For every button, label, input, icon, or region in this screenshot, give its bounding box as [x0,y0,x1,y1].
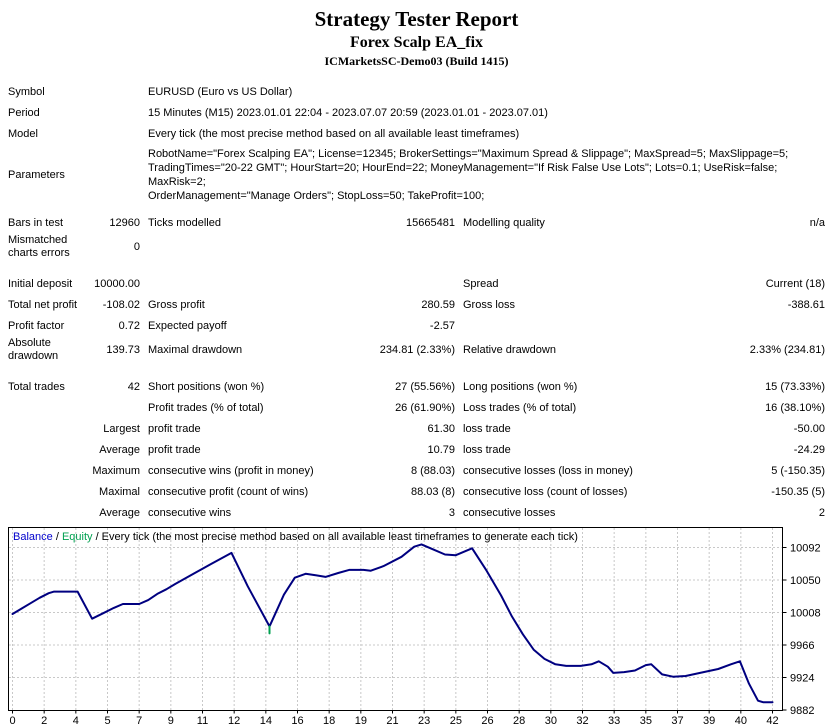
stat-value: Maximal [99,486,140,498]
balance-equity-chart [8,527,833,726]
svg-text:11: 11 [196,715,209,726]
balance-chart-svg [8,527,833,726]
stat-label: consecutive wins [148,507,232,519]
stat-value: 10000.00 [94,278,140,290]
stat-value: Average [99,444,140,456]
stat-label: profit trade [148,423,201,435]
svg-text:14: 14 [259,715,272,726]
stat-label: Absolute drawdown [8,337,59,362]
table-row [8,213,825,234]
stat-label: consecutive loss (count of losses) [463,486,628,498]
table-row [8,316,825,337]
parameters-line: TradingTimes="20-22 GMT"; HourStart=20; HourEnd=22; MoneyManagement="If Risk False Use Lots"; Lots=0.1; UseRisk=false; MaxRisk=2; [148,162,778,188]
svg-text:2: 2 [41,715,48,726]
table-row [8,503,825,524]
table-row-parameters [8,145,825,205]
stat-value: 15665481 [406,217,455,229]
stat-value: n/a [809,217,825,229]
table-row-symbol [8,82,825,103]
stat-value: Largest [103,423,140,435]
parameters-line: RobotName="Forex Scalping EA"; License=12345; BrokerSettings="Maximum Spread & Slippage"; MaxSpread=5; MaxSlippage=5; [148,148,789,160]
report-table [8,82,825,524]
period-label: Period [8,107,40,119]
period-value: 15 Minutes (M15) 2023.01.01 22:04 - 2023.07.07 20:59 (2023.01.01 - 2023.07.01) [148,107,548,119]
parameters-label: Parameters [8,168,65,181]
stat-value: 10.79 [427,444,455,456]
table-row-model [8,124,825,145]
server-build: ICMarketsSC-Demo03 (Build 1415) [324,54,509,68]
svg-text:16: 16 [291,715,304,726]
svg-text:42: 42 [766,715,779,726]
stat-label: Bars in test [8,217,64,229]
table-row [8,295,825,316]
svg-text:10050: 10050 [790,575,821,587]
stat-label: Short positions (won %) [148,381,265,393]
stat-value: 2.33% (234.81) [749,343,825,356]
report-header [0,0,833,69]
stat-label: Expected payoff [148,320,227,332]
stat-label: Gross loss [463,299,515,311]
stat-value: 61.30 [427,423,455,435]
svg-text:25: 25 [449,715,462,726]
model-label: Model [8,128,38,140]
stat-value: 27 (55.56%) [395,381,455,393]
svg-text:33: 33 [608,715,621,726]
table-row [8,274,825,295]
svg-text:0: 0 [9,715,16,726]
svg-text:9882: 9882 [790,705,815,717]
stat-value: Maximum [92,465,140,477]
table-row [8,440,825,461]
stat-label: Mismatched charts errors [8,234,70,259]
svg-text:37: 37 [671,715,684,726]
stat-value: 5 (-150.35) [771,465,825,477]
stat-value: 139.73 [106,343,140,356]
svg-text:10008: 10008 [790,607,821,620]
ea-name: Forex Scalp EA_fix [349,34,484,51]
svg-text:7: 7 [136,715,143,726]
stat-value: 88.03 (8) [410,486,455,498]
svg-text:26: 26 [481,715,494,726]
stat-value: 0.72 [118,320,140,332]
svg-text:10092: 10092 [790,542,821,555]
table-row-period [8,103,825,124]
stat-value: Average [99,507,140,519]
svg-text:4: 4 [72,715,79,726]
svg-text:19: 19 [354,715,367,726]
symbol-value: EURUSD (Euro vs US Dollar) [148,86,293,98]
svg-text:5: 5 [104,715,111,726]
parameters-value [148,145,825,205]
stat-value: -24.29 [793,444,825,456]
stat-label: Long positions (won %) [463,381,578,393]
stat-value: 3 [448,507,455,519]
stat-label: Gross profit [148,299,205,311]
stat-label: Spread [463,278,499,290]
model-value: Every tick (the most precise method based on all available least timeframes) [148,128,520,140]
svg-text:35: 35 [639,715,652,726]
svg-text:28: 28 [513,715,526,726]
stat-label: loss trade [463,444,511,456]
stat-label: Loss trades (% of total) [463,402,577,414]
page-title: Strategy Tester Report [314,7,519,31]
table-row [8,337,825,363]
svg-text:9924: 9924 [790,672,815,685]
table-row [8,461,825,482]
svg-text:21: 21 [386,715,399,726]
stat-value: 15 (73.33%) [765,381,825,393]
stat-value: 26 (61.90%) [395,402,455,414]
table-row [8,419,825,440]
stat-value: -108.02 [102,299,140,311]
stat-label: consecutive profit (count of wins) [148,486,309,498]
stat-value: 2 [818,507,825,519]
stat-value: 12960 [109,217,140,229]
parameters-line: OrderManagement="Manage Orders"; StopLoss=50; TakeProfit=100; [148,190,485,202]
stat-value: 234.81 (2.33%) [379,343,455,356]
table-row [8,234,825,260]
svg-text:40: 40 [734,715,747,726]
table-row [8,398,825,419]
stat-label: consecutive wins (profit in money) [148,465,314,477]
svg-text:9966: 9966 [790,640,815,652]
svg-text:18: 18 [323,715,336,726]
stat-label: Profit factor [8,320,65,332]
stat-label: profit trade [148,444,201,456]
stat-label: loss trade [463,423,511,435]
stat-label: Relative drawdown [463,343,556,356]
stat-value: -150.35 (5) [771,486,825,498]
svg-text:39: 39 [703,715,716,726]
stat-value: 0 [133,240,140,253]
svg-text:32: 32 [576,715,589,726]
stat-label: consecutive losses [463,507,556,519]
stat-value: 280.59 [421,299,455,311]
stat-value: -2.57 [429,320,455,332]
stat-value: -50.00 [793,423,825,435]
stat-value: 16 (38.10%) [765,402,825,414]
stat-label: consecutive losses (loss in money) [463,465,633,477]
stat-label: Total trades [8,381,65,393]
stat-value: 42 [127,381,140,393]
svg-text:30: 30 [544,715,557,726]
stat-label: Ticks modelled [148,217,221,229]
table-row [8,482,825,503]
table-row [8,377,825,398]
symbol-label: Symbol [8,86,45,98]
svg-text:23: 23 [418,715,431,726]
svg-text:Balance / Equity / Every tick: Balance / Equity / Every tick (the most precise method based on all available least timeframes to generate each tick) [13,531,578,543]
stat-label: Profit trades (% of total) [148,402,264,414]
stat-value: 8 (88.03) [410,465,455,477]
svg-text:12: 12 [228,715,241,726]
stat-label: Modelling quality [463,217,545,229]
svg-text:9: 9 [167,715,174,726]
stat-value: Current (18) [765,278,825,290]
stat-label: Maximal drawdown [148,343,243,356]
stat-label: Total net profit [8,299,78,311]
stat-label: Initial deposit [8,278,73,290]
stat-value: -388.61 [787,299,825,311]
